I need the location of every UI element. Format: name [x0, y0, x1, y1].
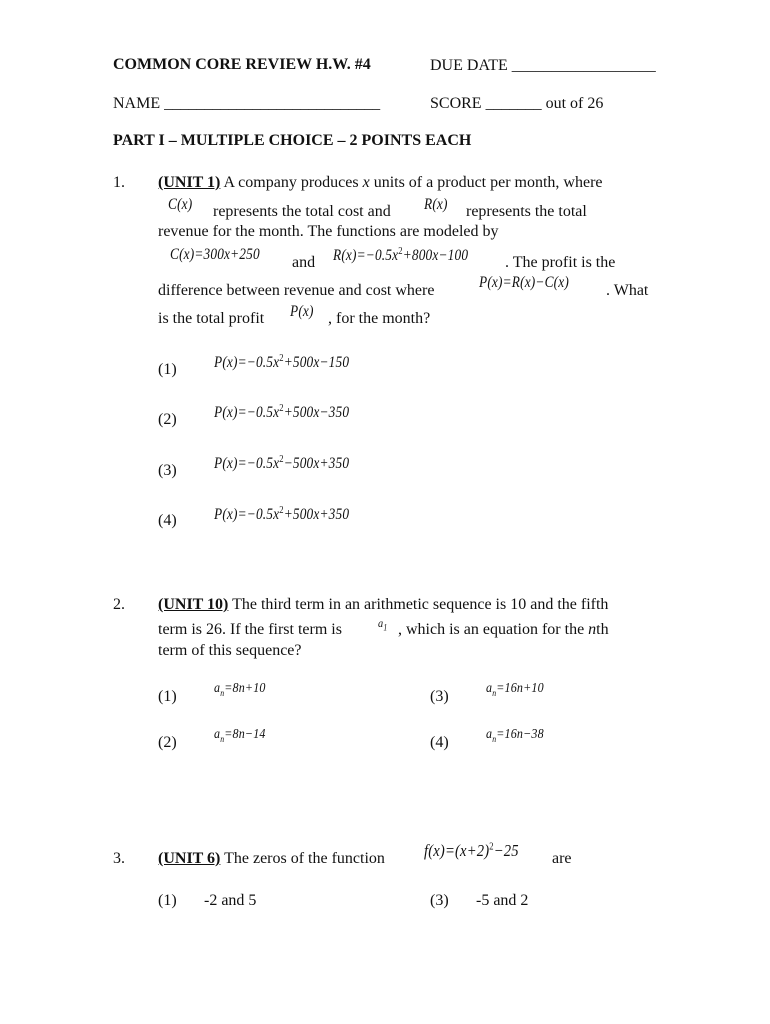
question-1-text: represents the total cost and	[213, 203, 391, 220]
question-3-text: are	[552, 850, 572, 867]
question-1-text: and	[292, 254, 316, 271]
choice-label: (4)	[158, 512, 177, 529]
question-1-text: difference between revenue and cost where	[158, 282, 435, 299]
question-1-text: . The profit is the	[505, 254, 616, 271]
function-equation: $f(x)=(x+2)^2-25$	[424, 841, 519, 860]
question-1-line-1: (UNIT 1) A company produces x units of a product per month, where	[158, 174, 603, 191]
due-date-field: DUE DATE __________________	[430, 57, 656, 74]
question-2-text: term is 26. If the first term is	[158, 621, 342, 638]
worksheet-title: COMMON CORE REVIEW H.W. #4	[113, 56, 371, 73]
part-title: PART I – MULTIPLE CHOICE – 2 POINTS EACH	[113, 132, 472, 149]
choice-label: (3)	[158, 462, 177, 479]
choice-label: (1)	[158, 688, 177, 705]
first-term-symbol: $a_1$	[378, 616, 388, 633]
question-number: 3.	[113, 850, 125, 867]
question-3-line-1: (UNIT 6) The zeros of the function	[158, 850, 385, 867]
revenue-equation: $R(x)=-0.5x^2+800x-100$	[333, 246, 469, 265]
question-2-line-1: (UNIT 10) The third term in an arithmetic sequence is 10 and the fifth	[158, 596, 609, 613]
score-total: out of 26	[545, 95, 604, 112]
choice-1-equation: $P(x)=-0.5x^2+500x-150$	[214, 353, 350, 372]
unit-tag: (UNIT 1)	[158, 174, 221, 191]
choice-2-equation: $a_n=8n-14$	[214, 727, 266, 744]
choice-3-answer: -5 and 2	[476, 892, 529, 909]
revenue-function: R(x)	[424, 196, 448, 213]
choice-1-equation: $a_n=8n+10$	[214, 681, 266, 698]
cost-equation: C(x)=300x+250	[170, 246, 260, 263]
choice-label: (1)	[158, 361, 177, 378]
choice-2-equation: $P(x)=-0.5x^2+500x-350$	[214, 403, 350, 422]
question-1-text: , for the month?	[328, 310, 431, 327]
choice-3-equation: $P(x)=-0.5x^2-500x+350$	[214, 454, 350, 473]
choice-label: (3)	[430, 688, 449, 705]
profit-equation: P(x)=R(x)−C(x)	[479, 274, 569, 291]
unit-tag: (UNIT 10)	[158, 596, 229, 613]
question-number: 1.	[113, 174, 125, 191]
question-1-text: revenue for the month. The functions are modeled by	[158, 223, 499, 240]
question-1-text: . What	[606, 282, 649, 299]
score-field	[430, 95, 603, 113]
choice-label: (4)	[430, 734, 449, 751]
choice-label: (3)	[430, 892, 449, 909]
cost-function: C(x)	[168, 196, 193, 213]
profit-function: P(x)	[290, 303, 314, 320]
score-blank: SCORE _______	[430, 95, 542, 112]
choice-4-equation: $P(x)=-0.5x^2+500x+350$	[214, 505, 350, 524]
choice-label: (2)	[158, 734, 177, 751]
choice-label: (2)	[158, 411, 177, 428]
name-field: NAME ___________________________	[113, 95, 381, 112]
unit-tag: (UNIT 6)	[158, 850, 221, 867]
choice-3-equation: $a_n=16n+10$	[486, 681, 544, 698]
choice-4-equation: $a_n=16n-38$	[486, 727, 544, 744]
question-1-text: is the total profit	[158, 310, 265, 327]
question-2-text: , which is an equation for the nth	[398, 621, 609, 638]
question-1-text: represents the total	[466, 203, 587, 220]
question-2-text: term of this sequence?	[158, 642, 302, 659]
choice-label: (1)	[158, 892, 177, 909]
question-number: 2.	[113, 596, 125, 613]
choice-1-answer: -2 and 5	[204, 892, 257, 909]
